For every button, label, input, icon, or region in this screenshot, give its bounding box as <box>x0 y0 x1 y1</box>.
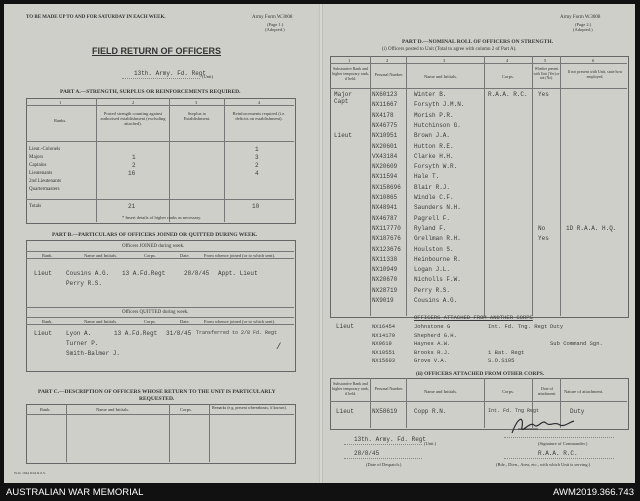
form-page: (Page 2.) <box>575 22 592 27</box>
despatch-label: (Date of Despatch.) <box>366 462 402 467</box>
unit-label: (Unit) <box>202 74 213 79</box>
roll-name: Morish P.R. <box>414 111 454 119</box>
joined-name: Cousins A.G. <box>66 270 110 277</box>
roll-name: Clarke H.H. <box>414 152 454 160</box>
rank-label: Lieut.-Colonels <box>29 147 61 152</box>
attached-name: Haynes A.W. <box>414 340 451 347</box>
joined-name: Perry R.S. <box>66 280 103 287</box>
rank-label: Majors <box>29 155 44 160</box>
roll-name: Winter B. <box>414 91 447 98</box>
roll-name: Saunders N.H. <box>414 204 461 212</box>
roll-name: Hale T. <box>414 173 440 181</box>
roll-number: NX48941 <box>372 204 398 212</box>
footer-left: AUSTRALIAN WAR MEMORIAL <box>6 487 144 498</box>
quitted-rank: Lieut <box>34 330 53 337</box>
roll-number: NX46775 <box>372 121 398 129</box>
attached-other-name: Copp R.N. <box>414 408 447 415</box>
bde-label: (Bde., Divn., Area, etc., with which Unit is serving.) <box>496 462 591 467</box>
col-header-posted: Posted strength counting against authorised establishment (excluding attached). <box>100 111 166 126</box>
quitted-title: Officers QUITTED during week. <box>122 310 189 315</box>
roll-rank: Capt <box>334 98 349 105</box>
printer-mark: W.O. 1944 8/44 R 0.S. <box>14 471 46 475</box>
roll-number: NX10951 <box>372 132 398 140</box>
rank-label: Quartermasters <box>29 187 60 192</box>
roll-name: Ryland F. <box>414 224 447 232</box>
roll-number: NX20670 <box>372 276 398 284</box>
attached-number: NX14179 <box>372 331 396 339</box>
joined-date: 28/8/45 <box>184 270 210 277</box>
roll-number: NX11667 <box>372 101 398 109</box>
attached-detail: Duty <box>550 323 564 330</box>
posted-value: 1 <box>132 154 136 161</box>
roll-present: No <box>538 224 546 232</box>
posted-total: 21 <box>128 203 136 210</box>
roll-number: NX158696 <box>372 183 401 191</box>
form-page: (Page 1.) <box>267 22 284 27</box>
quitted-name: Turner P. <box>66 340 99 347</box>
roll-number: NX11338 <box>372 255 398 263</box>
attached-number: NX15603 <box>372 357 396 364</box>
totals-label: Totals <box>29 204 42 209</box>
roll-name: Hutton R.E. <box>414 142 454 150</box>
reinf-value: 1 <box>255 146 259 153</box>
roll-number: NX20609 <box>372 163 398 171</box>
part-c-heading-2: REQUESTED. <box>139 396 175 402</box>
despatch-date: 28/8/45 <box>354 450 380 457</box>
col-header-ranks: Ranks. <box>54 118 67 123</box>
col-header-surplus: Surplus to Establishment. <box>183 111 211 121</box>
roll-number: NX60123 <box>372 91 398 98</box>
quitted-name: Lyon A. <box>66 330 92 337</box>
roll-name: Logan J.L. <box>414 266 451 274</box>
part-ii-heading: (ii) OFFICERS ATTACHED FROM OTHER CORPS. <box>416 371 545 377</box>
roll-name: Cousins A.G. <box>414 297 458 304</box>
attached-name: Johnstone G <box>414 323 451 330</box>
part-c-heading: PART C.—DESCRIPTION OF OFFICERS WHOSE RETURN TO THE UNIT IS PARTICULARLY <box>38 389 276 395</box>
roll-number: VX43184 <box>372 152 398 160</box>
roll-number: NX187676 <box>372 235 401 243</box>
roll-rank: Major <box>334 91 353 98</box>
page-2: Army Form W.3008 (Page 2.) (Adopted.) PART D.—NOMINAL ROLL OF OFFICERS ON STRENGTH. (i) Officers posted to Unit (Total to agree with column 2 of Part A). 1 2 3 4 5 6 Substantive Rank and higher temporary rank, if held. Personal Number. Name and Initials. Corps. Whether present with Unit (Yes) or not (No). If not present with Unit, state how employed. Major Capt NX60123 Winter B. R.A.A. R.C. Yes NX11667 Forsyth J.M.N. NX4178 Morish P.R. NX46775 Hutchinson G. Lieut NX10951 Brown J.A. NX20601 Hutton R.E. VX43184 Clarke H.H. NX20609 Forsyth W.R. NX11594 Hale T. NX158696 Blair R.J. NX10865 Windle C.F. NX48941 Saunders N.H. NX46787 Pagrell F. NX117770 Ryland F. No 1D R.A.A. H.Q. NX187676 Grellman R.H. Yes NX123676 Houlston S. NX11338 Heinbourne R. NX10949 Logan J.L. NX20670 Nicholls F.W. NX28719 Perry R.S. NX9019 Cousins A.G. OFFICERS ATTACHED FROM ANOTHER CORPS Lieut NX16454 Johnstone G Int. Fd. Tng. Regt Duty NX14179 Shepherd G.H. NX9619 Haynes A.W. Sub Command Sgn. NX10551 Brooks R.J. 1 Bat. Regt NX15603 Grove V.A. S.O.S105 (ii) OFFICERS ATTACHED FROM OTHER CORPS. Substantive Rank and higher temporary rank, if held. Personal Number. Name and Initials. Corps. Date of attachment. Nature of attachment. Lieut NX58619 Copp R.N. Int. Fd. Tng Regt Duty 13th. Army. Fd. Regt (Unit.) 28/8/45 (Date of Despatch.) (Signature of Commander.) R.A.A. R.C. (Bde., Divn., Area, etc., with which Unit is serving.) <box>324 4 635 483</box>
roll-name: Windle C.F. <box>414 194 454 201</box>
roll-present: Yes <box>538 235 549 243</box>
part-b-heading: PART B.—PARTICULARS OF OFFICERS JOINED OR QUITTED DURING WEEK. <box>52 232 258 238</box>
roll-number: NX9019 <box>372 297 394 304</box>
roll-number: NX117770 <box>372 224 401 232</box>
rank-label: Captains <box>29 163 47 168</box>
part-d-heading: PART D.—NOMINAL ROLL OF OFFICERS ON STRENGTH. <box>402 39 553 45</box>
roll-name: Hutchinson G. <box>414 121 461 129</box>
reinf-value: 4 <box>255 170 259 177</box>
part-a-heading: PART A.—STRENGTH, SURPLUS OR REINFORCEMENTS REQUIRED. <box>60 89 241 95</box>
attached-corps: Int. Fd. Tng. Regt <box>488 323 548 330</box>
roll-number: NX28719 <box>372 286 398 294</box>
roll-number: NX11594 <box>372 173 398 181</box>
bde-value: R.A.A. R.C. <box>538 450 578 457</box>
attached-number: NX9619 <box>372 340 392 347</box>
roll-name: Grellman R.H. <box>414 235 461 243</box>
attached-detail: Sub Command Sgn. <box>550 340 603 347</box>
unit-line <box>122 78 200 79</box>
unit-value: 13th. Army. Fd. Regt <box>354 436 427 443</box>
quitted-date: 31/8/45 <box>166 330 192 337</box>
signature-label: (Signature of Commander.) <box>538 441 588 446</box>
roll-number: NX123676 <box>372 245 401 253</box>
document-sheet <box>4 4 635 483</box>
roll-number: NX10865 <box>372 194 398 201</box>
attached-number: NX16454 <box>372 323 396 330</box>
unit-value: 13th. Army. Fd. Regt <box>134 70 207 77</box>
attached-heading: OFFICERS ATTACHED FROM ANOTHER CORPS <box>414 314 533 321</box>
attached-other-rank: Lieut <box>336 408 355 415</box>
joined-detail: Appt. Lieut <box>218 270 258 277</box>
roll-name: Houlston S. <box>414 245 454 253</box>
attached-rank: Lieut <box>336 323 355 330</box>
joined-rank: Lieut <box>34 270 53 277</box>
page-fold <box>319 4 323 483</box>
commander-signature <box>508 413 578 439</box>
roll-number: NX4178 <box>372 111 394 119</box>
footer-bar <box>0 485 640 501</box>
form-adopted: (Adopted.) <box>573 27 593 32</box>
attached-other-corps: Int. Fd. Tng Regt <box>488 408 540 414</box>
quitted-corps: 13 A.Fd.Regt <box>114 330 158 337</box>
reinf-value: 3 <box>255 154 259 161</box>
form-adopted: (Adopted.) <box>265 27 285 32</box>
roll-number: NX10949 <box>372 266 398 274</box>
unit-label: (Unit.) <box>424 441 437 446</box>
roll-detail: 1D R.A.A. H.Q. <box>566 224 617 232</box>
page-1: TO BE MADE UP TO AND FOR SATURDAY IN EACH WEEK. Army Form W.3008 (Page 1.) (Adopted.) FIELD RETURN OF OFFICERS 13th. Army. Fd. Regt (Unit) PART A.—STRENGTH, SURPLUS OR REINFORCEMENTS REQUIRED. 1 2 3 4 Ranks. Posted strength counting against authorised establishment (excluding attached). Surplus to Establishment. Reinforcements required (i.e. deficits on establishment). Lieut.-Colonels Majors Captains Lieutenants 2nd Lieutenants Quartermasters Totals 1 2 16 21 1 3 2 4 10 * Insert details of higher ranks as necessary. PART B.—PARTICULARS OF OFFICERS JOINED OR QUITTED DURING WEEK. Officers JOINED during week. Rank. Name and Initials. Corps. Date. From whence joined (or to which sent). Lieut Cousins A.G. 13 A.Fd.Regt 28/8/45 Appt. Lieut Perry R.S. Officers QUITTED during week. Rank. Name and Initials. Corps. Date. From whence joined (or to which sent). Lieut Lyon A. 13 A.Fd.Regt 31/8/45 Transferred to 2/8 Fd. Regt Turner P. Smith-Balmer J. / PART C.—DESCRIPTION OF OFFICERS WHOSE RETURN TO THE UNIT IS PARTICULARLY REQUESTED. Rank. Name and Initials. Corps. Remarks (e.g. present whereabouts, if known). W.O. 1944 8/44 R 0.S. <box>4 4 317 483</box>
roll-corps: R.A.A. R.C. <box>488 91 528 98</box>
attached-name: Grove V.A. <box>414 357 448 364</box>
roll-name: Heinbourne R. <box>414 255 461 263</box>
posted-value: 16 <box>128 170 136 177</box>
posted-value: 2 <box>132 162 136 169</box>
col-header-reinforcements: Reinforcements required (i.e. deficits on establishment). <box>232 111 286 121</box>
attached-corps: S.O.S105 <box>488 357 515 364</box>
attached-name: Shepherd G.H. <box>414 331 457 339</box>
form-ref: Army Form W.3008 <box>560 15 601 20</box>
attached-number: NX10551 <box>372 348 396 356</box>
joined-title: Officers JOINED during week. <box>122 244 185 249</box>
roll-name: Blair R.J. <box>414 183 451 191</box>
footer-right: AWM2019.366.743 <box>553 487 634 498</box>
joined-corps: 13 A.Fd.Regt <box>122 270 166 277</box>
attached-other-detail: Duty <box>570 408 585 415</box>
roll-rank: Lieut <box>334 132 353 140</box>
part-a-note: * Insert details of higher ranks as necessary. <box>122 215 202 220</box>
roll-present: Yes <box>538 91 549 98</box>
form-ref: Army Form W.3008 <box>252 15 293 20</box>
rank-label: Lieutenants <box>29 171 53 176</box>
roll-number: NX46787 <box>372 214 398 222</box>
part-d-sub: (i) Officers posted to Unit (Total to agree with column 2 of Part A). <box>382 47 517 52</box>
quitted-name: Smith-Balmer J. <box>66 350 121 357</box>
roll-name: Nicholls F.W. <box>414 276 461 284</box>
attached-other-num: NX58619 <box>372 408 398 415</box>
roll-name: Perry R.S. <box>414 286 451 294</box>
page-title: FIELD RETURN OF OFFICERS <box>92 46 221 56</box>
attached-corps: 1 Bat. Regt <box>488 348 525 356</box>
reinf-total: 10 <box>252 203 260 210</box>
roll-name: Forsyth J.M.N. <box>414 101 465 109</box>
roll-name: Brown J.A. <box>414 132 451 140</box>
reinf-value: 2 <box>255 162 259 169</box>
quitted-detail: Transferred to 2/8 Fd. Regt <box>196 330 278 336</box>
attached-name: Brooks R.J. <box>414 348 451 356</box>
roll-name: Pagrell F. <box>414 214 451 222</box>
top-note: TO BE MADE UP TO AND FOR SATURDAY IN EACH WEEK. <box>26 15 166 20</box>
roll-number: NX20601 <box>372 142 398 150</box>
rank-label: 2nd Lieutenants <box>29 179 62 184</box>
roll-name: Forsyth W.R. <box>414 163 458 171</box>
